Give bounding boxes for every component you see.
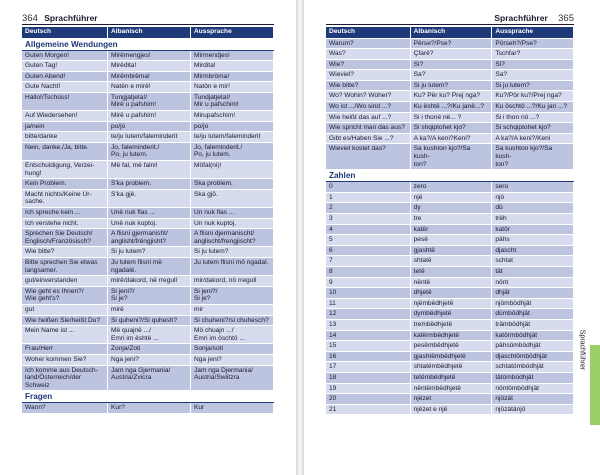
table-row	[22, 161, 274, 179]
cell-aussprache: pähs	[492, 235, 574, 246]
column-header-albanisch: Albanisch	[108, 27, 191, 38]
table-row	[22, 189, 274, 207]
table-row	[326, 144, 574, 170]
section-heading-row	[22, 391, 274, 403]
cell-deutsch: Macht nichts/Keine Ur- sache.	[22, 189, 108, 207]
phrase-table-right	[326, 27, 574, 415]
table-row	[326, 394, 574, 405]
cell-deutsch: gut	[22, 304, 108, 315]
cell-aussprache: dü	[492, 203, 574, 214]
cell-deutsch: Bitte sprechen Sie etwas langsamer.	[22, 257, 108, 275]
cell-aussprache: Jam nga Djermania/ Austria/Swiitzra	[190, 365, 273, 391]
cell-aussprache: Tschfar?	[492, 49, 574, 60]
cell-deutsch: Hallo!/Tschüss!	[22, 92, 108, 110]
section-heading: Zahlen	[326, 170, 574, 182]
cell-albanisch: te/ju lutem/faleminderit	[108, 132, 191, 143]
cell-deutsch: Auf Wiedersehen!	[22, 111, 108, 122]
cell-albanisch: shtatë	[410, 256, 492, 267]
cell-deutsch: 11	[326, 298, 410, 309]
cell-aussprache: dümbödhjät	[492, 309, 574, 320]
cell-deutsch: 16	[326, 351, 410, 362]
cell-aussprache: po/jo	[190, 121, 273, 132]
cell-aussprache: njözätänjö	[492, 404, 574, 415]
cell-deutsch: Wie spricht man das aus?	[326, 123, 410, 134]
cell-deutsch: Ich spreche kein ...	[22, 208, 108, 219]
cell-albanisch: Mirëdita!	[108, 61, 191, 72]
table-row	[326, 102, 574, 113]
cell-aussprache: Ku öschtö ...?/Ku jan ...?	[492, 102, 574, 113]
table-row	[326, 330, 574, 341]
cell-albanisch: Sa?	[410, 70, 492, 81]
cell-albanisch: Nga jeni?	[108, 354, 191, 365]
cell-albanisch: pesëmbëdhjetë	[410, 341, 492, 352]
running-head-left	[22, 13, 98, 24]
cell-albanisch: Natën e mirë!	[108, 82, 191, 93]
table-row	[22, 111, 274, 122]
table-row	[326, 49, 574, 60]
column-header-aussprache: Aussprache	[190, 27, 273, 38]
cell-albanisch: Si i thonë në... ?	[410, 112, 492, 123]
table-row	[22, 61, 274, 72]
cell-deutsch: Wo? Wohin? Woher?	[326, 91, 410, 102]
running-head-right	[494, 13, 574, 24]
cell-albanisch: Përse?/Pse?	[410, 38, 492, 49]
cell-aussprache: nönt	[492, 277, 574, 288]
cell-albanisch: Sa kushton kjo?/Sa kush- ton?	[410, 144, 492, 170]
cell-deutsch: Wieviel?	[326, 70, 410, 81]
cell-albanisch: Zonja/Zoti	[108, 344, 191, 355]
cell-albanisch: Si shqiptohet kjo?	[410, 123, 492, 134]
page-number-left: 364	[22, 13, 38, 24]
table-row	[326, 351, 574, 362]
cell-deutsch: Ich verstehe nicht.	[22, 218, 108, 229]
cell-deutsch: Wieviel kostet das?	[326, 144, 410, 170]
cell-deutsch: Gibt es/Haben Sie ...?	[326, 133, 410, 144]
table-row	[326, 224, 574, 235]
table-row	[326, 192, 574, 203]
cell-deutsch: Ich komme aus Deutsch- land/Österreich/der Schweiz	[22, 365, 108, 391]
cell-deutsch: Gute Nacht!	[22, 82, 108, 93]
cell-deutsch: 10	[326, 288, 410, 299]
table-row	[326, 59, 574, 70]
cell-aussprache: trämbödhjät	[492, 319, 574, 330]
cell-deutsch: 21	[326, 404, 410, 415]
cell-deutsch: Wo ist .../Wo sind ...?	[326, 102, 410, 113]
cell-albanisch: Ku është ...?/Ku janë...?	[410, 102, 492, 113]
cell-aussprache: katörmbödhjät	[492, 330, 574, 341]
table-row	[326, 182, 574, 193]
cell-aussprache: tät	[492, 266, 574, 277]
table-row	[22, 92, 274, 110]
cell-aussprache: A flisni djermanischt/ anglischt/frengjischt?	[190, 229, 273, 247]
cell-deutsch: Warum?	[326, 38, 410, 49]
table-row	[22, 354, 274, 365]
table-row	[326, 235, 574, 246]
cell-albanisch: Tungjatjeta!/ Mirë u pafshim!	[108, 92, 191, 110]
cell-albanisch: njëzet	[410, 394, 492, 405]
cell-aussprache: Un nuk kuptoj.	[190, 218, 273, 229]
cell-aussprache: Si ju lutem?	[492, 80, 574, 91]
cell-deutsch: Nein, danke./Ja, bitte.	[22, 142, 108, 160]
cell-deutsch: Woher kommen Sie?	[22, 354, 108, 365]
table-row	[326, 341, 574, 352]
table-row	[326, 80, 574, 91]
cell-albanisch: Më quajnë .../ Emri im është ...	[108, 326, 191, 344]
cell-albanisch: Çfarë?	[410, 49, 492, 60]
cell-aussprache: trëh	[492, 214, 574, 225]
cell-aussprache: Ska gjö.	[190, 189, 273, 207]
cell-deutsch: ja/nein	[22, 121, 108, 132]
cell-aussprache: Sonja/soti	[190, 344, 273, 355]
cell-albanisch: një	[410, 192, 492, 203]
table-row	[22, 208, 274, 219]
cell-albanisch: Ku? Për ku? Prej nga?	[410, 91, 492, 102]
cell-albanisch: tetë	[410, 266, 492, 277]
table-row	[326, 70, 574, 81]
running-head-title-left: Sprachführer	[44, 13, 98, 23]
cell-deutsch: Was?	[326, 49, 410, 60]
cell-deutsch: 2	[326, 203, 410, 214]
cell-deutsch: 17	[326, 362, 410, 373]
cell-aussprache: Mirmbröma!	[190, 71, 273, 82]
table-row	[326, 245, 574, 256]
table-row	[22, 179, 274, 190]
table-row	[22, 286, 274, 304]
cell-deutsch: bitte/danke	[22, 132, 108, 143]
cell-deutsch: Wie?	[326, 59, 410, 70]
cell-aussprache: A ka?/A keni?/Keni	[492, 133, 574, 144]
cell-aussprache: Sa kushton kjo?/Sa kush- ton?	[492, 144, 574, 170]
cell-deutsch: Kein Problem.	[22, 179, 108, 190]
cell-albanisch: nëntëmbëdhjetë	[410, 383, 492, 394]
cell-aussprache: Natön e mir!	[190, 82, 273, 93]
cell-albanisch: trembëdhjetë	[410, 319, 492, 330]
cell-albanisch: Mirë u pafshim!	[108, 111, 191, 122]
cell-deutsch: 12	[326, 309, 410, 320]
table-row	[326, 383, 574, 394]
cell-albanisch: Si quheni?/Si quhesh?	[108, 315, 191, 326]
table-row	[326, 404, 574, 415]
cell-deutsch: 6	[326, 245, 410, 256]
section-heading-row	[326, 170, 574, 182]
table-row	[22, 403, 274, 414]
cell-albanisch: Jo, faleminderit./ Po, ju lutem.	[108, 142, 191, 160]
cell-aussprache: Si chuheni?/si chuhesch?	[190, 315, 273, 326]
cell-albanisch: mirë	[108, 304, 191, 315]
cell-deutsch: 18	[326, 372, 410, 383]
cell-albanisch: katërmbëdhjetë	[410, 330, 492, 341]
table-row	[22, 218, 274, 229]
cell-deutsch: Frau/Herr	[22, 344, 108, 355]
column-header-deutsch: Deutsch	[22, 27, 108, 38]
cell-albanisch: Si ju lutem?	[410, 80, 492, 91]
cell-aussprache: Mirupafschim!	[190, 111, 273, 122]
cell-albanisch: gjashtëmbëdhjetë	[410, 351, 492, 362]
book-gutter	[296, 0, 304, 475]
table-row	[22, 315, 274, 326]
cell-deutsch: 19	[326, 383, 410, 394]
table-row	[22, 121, 274, 132]
cell-aussprache: pähsömbödhjät	[492, 341, 574, 352]
left-page	[0, 0, 296, 475]
cell-albanisch: Më fal, më falni!	[108, 161, 191, 179]
cell-deutsch: Guten Morgen!	[22, 50, 108, 61]
cell-aussprache: dhjät	[492, 288, 574, 299]
cell-albanisch: njëzet e një	[410, 404, 492, 415]
cell-aussprache: mir	[190, 304, 273, 315]
cell-albanisch: pesë	[410, 235, 492, 246]
cell-deutsch: Entschuldigung, Verzei- hung!	[22, 161, 108, 179]
cell-aussprache: schtat	[492, 256, 574, 267]
cell-albanisch: shtatëmbëdhjetë	[410, 362, 492, 373]
table-row	[22, 229, 274, 247]
right-page	[304, 0, 600, 475]
cell-deutsch: 15	[326, 341, 410, 352]
cell-aussprache: Si i thon nö ...?	[492, 112, 574, 123]
cell-deutsch: Mein Name ist ...	[22, 326, 108, 344]
cell-albanisch: Ju lutem flisni më ngadalë.	[108, 257, 191, 275]
cell-aussprache: Kur	[190, 403, 273, 414]
phrase-table-left	[22, 27, 274, 414]
header-rule-left	[22, 24, 274, 25]
table-row	[22, 304, 274, 315]
cell-aussprache: Si ju lutem?	[190, 247, 273, 258]
cell-deutsch: 1	[326, 192, 410, 203]
cell-albanisch: Si?	[410, 59, 492, 70]
cell-aussprache: Si schqiptohet kjo?	[492, 123, 574, 134]
cell-deutsch: 20	[326, 394, 410, 405]
table-row	[22, 344, 274, 355]
cell-albanisch: dy	[410, 203, 492, 214]
cell-albanisch: tre	[410, 214, 492, 225]
cell-deutsch: Sprechen Sie Deutsch/ Englisch/Französisch?	[22, 229, 108, 247]
page-number-right: 365	[558, 13, 574, 24]
cell-aussprache: Mirmendjes!	[190, 50, 273, 61]
cell-deutsch: 5	[326, 235, 410, 246]
table-header-row	[326, 27, 574, 38]
table-row	[22, 257, 274, 275]
cell-aussprache: njö	[492, 192, 574, 203]
cell-albanisch: Kur?	[108, 403, 191, 414]
cell-aussprache: njözät	[492, 394, 574, 405]
cell-albanisch: mirë/dakord, në rregull	[108, 276, 191, 287]
cell-albanisch: po/jo	[108, 121, 191, 132]
cell-aussprache: Nga jeni?	[190, 354, 273, 365]
table-row	[326, 214, 574, 225]
table-row	[326, 38, 574, 49]
side-tab-label	[574, 330, 590, 370]
table-row	[326, 203, 574, 214]
cell-deutsch: gut/einverstanden	[22, 276, 108, 287]
table-row	[326, 288, 574, 299]
table-row	[22, 365, 274, 391]
cell-albanisch: nëntë	[410, 277, 492, 288]
cell-aussprache: Sa?	[492, 70, 574, 81]
table-row	[326, 266, 574, 277]
cell-deutsch: Wie heißen Sie/heißt Du?	[22, 315, 108, 326]
cell-albanisch: S'ka gjë.	[108, 189, 191, 207]
side-tab-text: Sprachführer	[578, 329, 586, 371]
table-header-row	[22, 27, 274, 38]
cell-albanisch: dymbëdhjetë	[410, 309, 492, 320]
cell-deutsch: 13	[326, 319, 410, 330]
table-row	[326, 277, 574, 288]
cell-albanisch: tetëmbëdhjetë	[410, 372, 492, 383]
cell-deutsch: 4	[326, 224, 410, 235]
cell-deutsch: Wie bitte?	[22, 247, 108, 258]
running-head-title-right: Sprachführer	[494, 13, 548, 23]
table-row	[326, 298, 574, 309]
table-row	[326, 133, 574, 144]
table-row	[22, 142, 274, 160]
cell-aussprache: Jo, faleminderit./ Po, ju lutem.	[190, 142, 273, 160]
cell-aussprache: djascht	[492, 245, 574, 256]
cell-aussprache: Tundjatjeta!/ Mir u pafschim!	[190, 92, 273, 110]
cell-aussprache: Möfal(ni)!	[190, 161, 273, 179]
table-row	[22, 326, 274, 344]
section-heading: Fragen	[22, 391, 274, 403]
column-header-aussprache: Aussprache	[492, 27, 574, 38]
cell-aussprache: schtatömbödhjät	[492, 362, 574, 373]
cell-albanisch: gjashtë	[410, 245, 492, 256]
table-row	[326, 112, 574, 123]
cell-albanisch: zero	[410, 182, 492, 193]
table-row	[326, 91, 574, 102]
section-heading-row	[22, 38, 274, 50]
cell-albanisch: njëmbëdhjetë	[410, 298, 492, 309]
cell-aussprache: te/ju lutem/faleminderit	[190, 132, 273, 143]
cell-aussprache: djaschtömbödhjät	[492, 351, 574, 362]
cell-albanisch: Mirëmengjes!	[108, 50, 191, 61]
cell-deutsch: Wie heißt das auf ...?	[326, 112, 410, 123]
cell-deutsch: 9	[326, 277, 410, 288]
table-row	[326, 309, 574, 320]
table-row	[326, 256, 574, 267]
cell-albanisch: Si jeni?/ Si je?	[108, 286, 191, 304]
table-row	[22, 132, 274, 143]
cell-albanisch: A ka?/A keni?Keni?	[410, 133, 492, 144]
cell-deutsch: Wie geht es Ihnen?/ Wie geht's?	[22, 286, 108, 304]
table-row	[22, 247, 274, 258]
cell-deutsch: Guten Tag!	[22, 61, 108, 72]
cell-aussprache: nöntömbödhjät	[492, 383, 574, 394]
table-row	[326, 319, 574, 330]
cell-deutsch: 14	[326, 330, 410, 341]
cell-albanisch: dhjetë	[410, 288, 492, 299]
cell-aussprache: Mö chuajn .../ Emri im öschtö ...	[190, 326, 273, 344]
header-rule-right	[326, 24, 574, 25]
table-row	[326, 362, 574, 373]
cell-aussprache: Mirdita!	[190, 61, 273, 72]
cell-deutsch: Guten Abend!	[22, 71, 108, 82]
cell-deutsch: Wann?	[22, 403, 108, 414]
table-row	[22, 50, 274, 61]
cell-aussprache: Un nuk flas ...	[190, 208, 273, 219]
cell-deutsch: 8	[326, 266, 410, 277]
cell-albanisch: Unë nuk kuptoj.	[108, 218, 191, 229]
table-row	[326, 123, 574, 134]
cell-aussprache: katör	[492, 224, 574, 235]
cell-albanisch: Si ju lutem?	[108, 247, 191, 258]
cell-albanisch: Unë nuk flas ...	[108, 208, 191, 219]
table-row	[22, 82, 274, 93]
cell-aussprache: Si jeni?/ Si je?	[190, 286, 273, 304]
cell-aussprache: tätömbödhjät	[492, 372, 574, 383]
thumb-index-tab	[590, 345, 600, 425]
cell-aussprache: sero	[492, 182, 574, 193]
cell-albanisch: A flisni gjermanisht/ anglisht/frëngjisht?	[108, 229, 191, 247]
cell-deutsch: 0	[326, 182, 410, 193]
cell-aussprache: Ju lutem flisni mö ngadal.	[190, 257, 273, 275]
cell-aussprache: mir/dakord, nö rregull	[190, 276, 273, 287]
cell-albanisch: Mirëmbrëma!	[108, 71, 191, 82]
table-row	[22, 276, 274, 287]
cell-deutsch: 7	[326, 256, 410, 267]
cell-deutsch: Wie bitte?	[326, 80, 410, 91]
cell-aussprache: Si?	[492, 59, 574, 70]
table-row	[22, 71, 274, 82]
cell-deutsch: 3	[326, 214, 410, 225]
cell-albanisch: S'ka problem.	[108, 179, 191, 190]
column-header-deutsch: Deutsch	[326, 27, 410, 38]
cell-aussprache: njömbödhjät	[492, 298, 574, 309]
cell-aussprache: Ska problem.	[190, 179, 273, 190]
cell-albanisch: katër	[410, 224, 492, 235]
cell-albanisch: Jam nga Gjermania/ Austria/Zvicra	[108, 365, 191, 391]
column-header-albanisch: Albanisch	[410, 27, 492, 38]
section-heading: Allgemeine Wendungen	[22, 38, 274, 50]
table-row	[326, 372, 574, 383]
cell-aussprache: Ku?/Pör ku?/Prej nga?	[492, 91, 574, 102]
cell-aussprache: Pörseh?/Pse?	[492, 38, 574, 49]
